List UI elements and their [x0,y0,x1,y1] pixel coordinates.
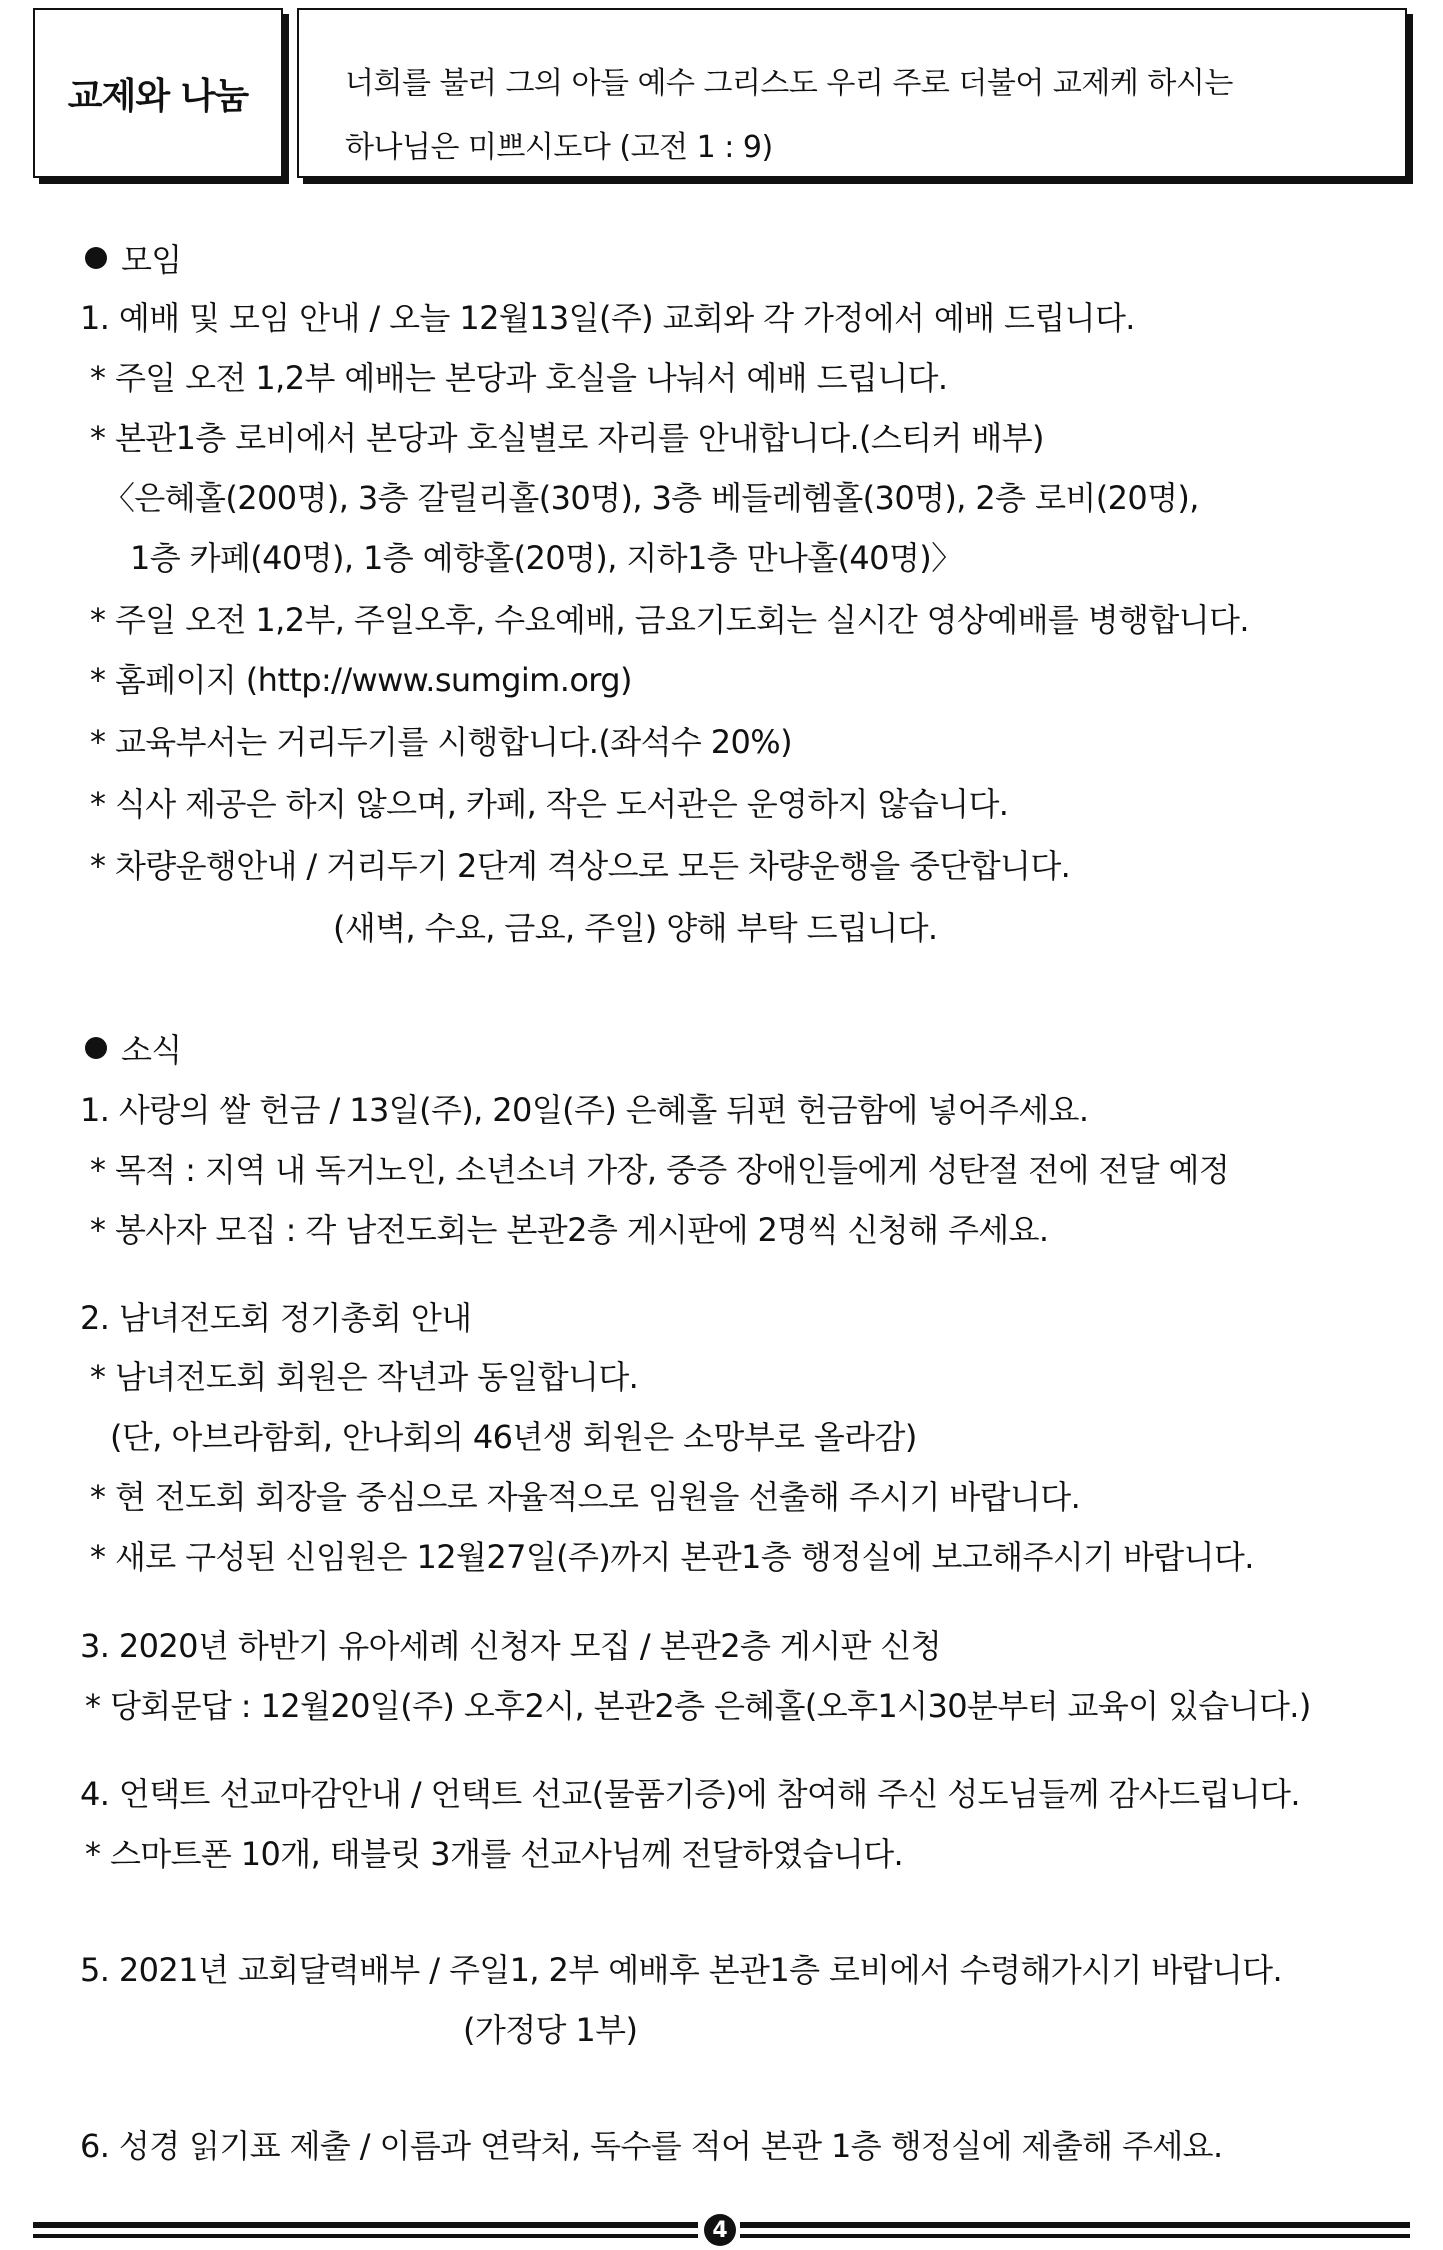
meeting-line: 1층 카페(40명), 1층 예향홀(20명), 지하1층 만나홀(40명)〉 [130,539,963,577]
meeting-line: (새벽, 수요, 금요, 주일) 양해 부탁 드립니다. [333,909,938,947]
footer-rule-left [33,2222,698,2238]
meeting-heading-text: 모임 [121,241,182,279]
news-line: 1. 사랑의 쌀 헌금 / 13일(주), 20일(주) 은혜홀 뒤편 헌금함에 넣어주세요. [80,1091,1089,1129]
verse-line-1: 너희를 불러 그의 아들 예수 그리스도 우리 주로 더불어 교제케 하시는 [345,66,1233,101]
meeting-line: * 차량운행안내 / 거리두기 2단계 격상으로 모든 차량운행을 중단합니다. [90,847,1071,885]
meeting-line: * 교육부서는 거리두기를 시행합니다.(좌석수 20%) [90,723,792,761]
bullet-icon [85,1037,107,1059]
news-line: 2. 남녀전도회 정기총회 안내 [80,1299,472,1337]
footer [0,2210,1443,2250]
news-heading [85,1030,182,1070]
footer-rule-right [740,2222,1410,2238]
section-title: 교제와 나눔 [67,75,249,117]
verse-line-2: 하나님은 미쁘시도다 (고전 1 : 9) [345,130,773,165]
news-line: 3. 2020년 하반기 유아세례 신청자 모집 / 본관2층 게시판 신청 [80,1627,942,1665]
meeting-line: 1. 예배 및 모임 안내 / 오늘 12월13일(주) 교회와 각 가정에서 예배 드립니다. [80,299,1135,337]
meeting-line: * 주일 오전 1,2부, 주일오후, 수요예배, 금요기도회는 실시간 영상예배를 병행합니다. [90,601,1249,639]
meeting-line: * 홈페이지 (http://www.sumgim.org) [90,661,632,699]
bullet-icon [85,247,107,269]
news-line: * 스마트폰 10개, 태블릿 3개를 선교사님께 전달하였습니다. [85,1835,904,1873]
news-line: * 목적 : 지역 내 독거노인, 소년소녀 가장, 중증 장애인들에게 성탄절 전에 전달 예정 [90,1151,1230,1189]
news-line: 5. 2021년 교회달력배부 / 주일1, 2부 예배후 본관1층 로비에서 수령해가시기 바랍니다. [80,1951,1283,1989]
news-line: 6. 성경 읽기표 제출 / 이름과 연락처, 독수를 적어 본관 1층 행정실에 제출해 주세요. [80,2127,1223,2165]
news-line: * 현 전도회 회장을 중심으로 자율적으로 임원을 선출해 주시기 바랍니다. [90,1478,1081,1516]
verse-box [297,8,1407,178]
news-line: * 새로 구성된 신임원은 12월27일(주)까지 본관1층 행정실에 보고해주시기 바랍니다. [90,1538,1254,1576]
news-line: * 봉사자 모집 : 각 남전도회는 본관2층 게시판에 2명씩 신청해 주세요. [90,1211,1049,1249]
header [0,0,1443,200]
meeting-line: * 식사 제공은 하지 않으며, 카페, 작은 도서관은 운영하지 않습니다. [90,785,1009,823]
meeting-line: * 본관1층 로비에서 본당과 호실별로 자리를 안내합니다.(스티커 배부) [90,419,1044,457]
meeting-heading [85,240,182,280]
news-line: (단, 아브라함회, 안나회의 46년생 회원은 소망부로 올라감) [110,1418,917,1456]
news-line: (가정당 1부) [463,2011,638,2049]
meeting-line: * 주일 오전 1,2부 예배는 본당과 호실을 나눠서 예배 드립니다. [90,359,948,397]
meeting-line: 〈은혜홀(200명), 3층 갈릴리홀(30명), 3층 베들레헴홀(30명), 2층 로비(20명), [103,479,1199,517]
news-heading-text: 소식 [121,1031,182,1069]
news-line: 4. 언택트 선교마감안내 / 언택트 선교(물품기증)에 참여해 주신 성도님들께 감사드립니다. [80,1775,1300,1813]
section-title-box [33,8,283,178]
news-line: * 남녀전도회 회원은 작년과 동일합니다. [90,1358,639,1396]
news-line: * 당회문답 : 12월20일(주) 오후2시, 본관2층 은혜홀(오후1시30분부터 교육이 있습니다.) [85,1687,1311,1725]
page-number: 4 [704,2214,736,2246]
